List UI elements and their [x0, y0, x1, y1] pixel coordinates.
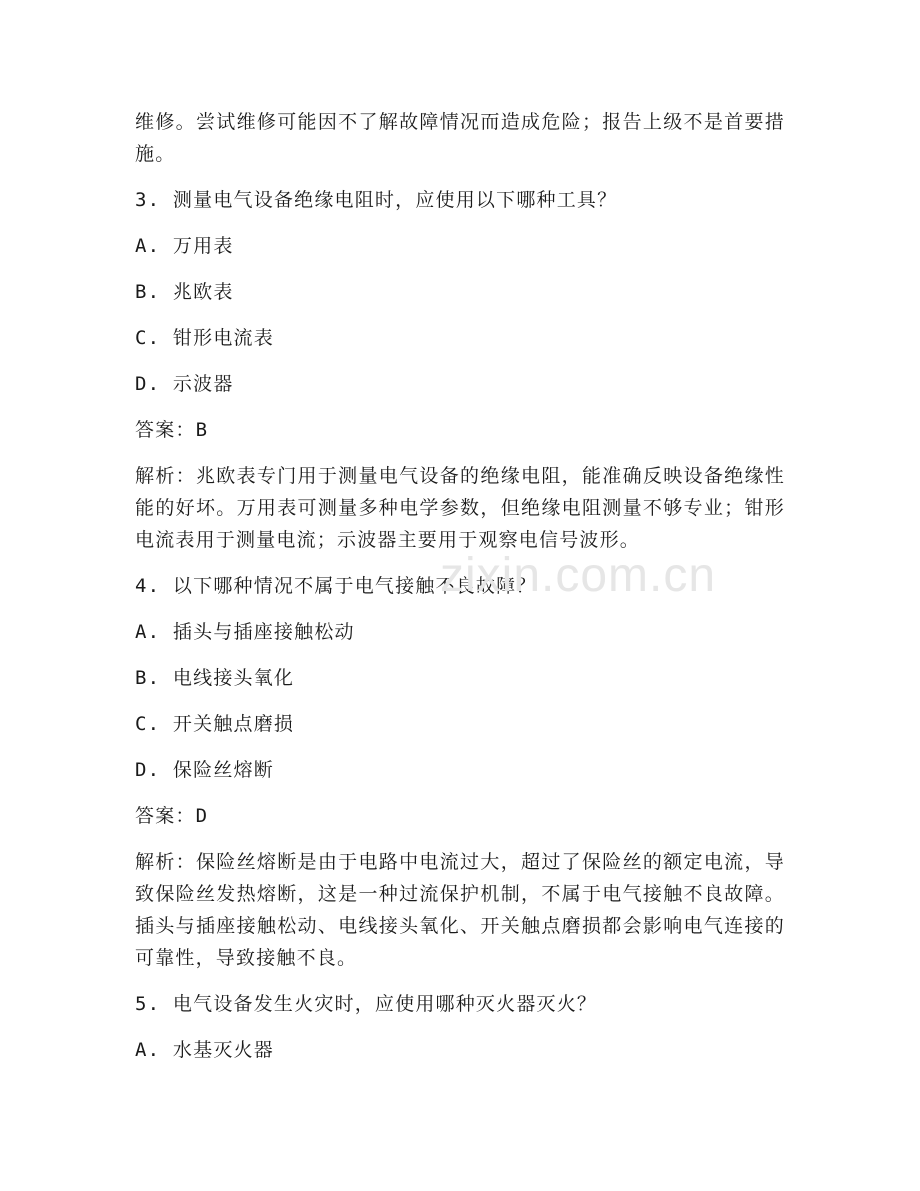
explanation-continued: 维修。尝试维修可能因不了解故障情况而造成危险；报告上级不是首要措施。 [135, 111, 785, 165]
q3-option-b: B. 兆欧表 [135, 281, 234, 303]
question-5: 5. 电气设备发生火灾时，应使用哪种灭火器灭火？ [135, 993, 598, 1015]
document-content [135, 106, 785, 1080]
q4-option-c: C. 开关触点磨损 [135, 713, 295, 735]
q4-answer: 答案：D [135, 805, 209, 827]
q3-explanation: 解析：兆欧表专门用于测量电气设备的绝缘电阻，能准确反映设备绝缘性能的好坏。万用表可测量多种电学参数，但绝缘电阻测量不够专业；钳形电流表用于测量电流；示波器主要用于观察电信号波形。 [135, 465, 785, 551]
q3-answer: 答案：B [135, 419, 209, 441]
q3-option-a: A. 万用表 [135, 235, 234, 257]
watermark-text: zixin.com.cn [440, 549, 717, 602]
q5-option-a: A. 水基灭火器 [135, 1039, 274, 1061]
q3-option-d: D. 示波器 [135, 373, 234, 395]
question-4: 4. 以下哪种情况不属于电气接触不良故障？ [135, 575, 537, 597]
q4-option-a: A. 插头与插座接触松动 [135, 621, 355, 643]
q4-option-b: B. 电线接头氧化 [135, 667, 295, 689]
q3-option-c: C. 钳形电流表 [135, 327, 274, 349]
question-3: 3. 测量电气设备绝缘电阻时，应使用以下哪种工具？ [135, 189, 618, 211]
q4-explanation: 解析：保险丝熔断是由于电路中电流过大，超过了保险丝的额定电流，导致保险丝发热熔断，这是一种过流保护机制，不属于电气接触不良故障。插头与插座接触松动、电线接头氧化、开关触点磨损都会影响电气连接的可靠性，导致接触不良。 [135, 851, 785, 969]
q4-option-d: D. 保险丝熔断 [135, 759, 274, 781]
